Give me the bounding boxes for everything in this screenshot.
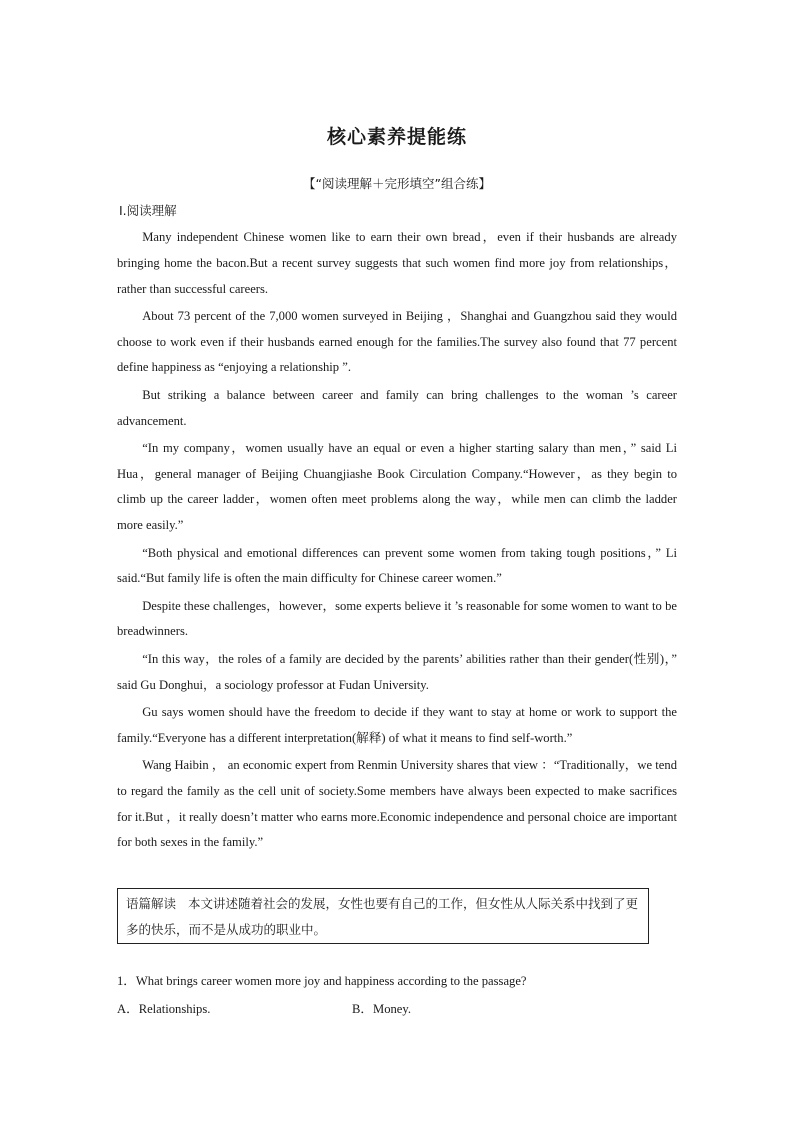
passage-paragraph: Wang Haibin ， an economic expert from Renmin University shares that view ：“Traditionally，we tend to regard the family as the cell unit of society.Some members have always been expected to make sacrifices for it.But ，it really doesn’t matter who earns more.Economic independence and personal choice are important for both sexes in the family.” [117, 757, 677, 850]
note-label: 语篇解读 [126, 896, 177, 911]
passage-paragraph: Despite these challenges，however，some experts believe it ’s reasonable for some women to want to be breadwinners. [117, 598, 677, 639]
question-stem: 1．What brings career women more joy and happiness according to the passage? [117, 974, 527, 988]
passage-paragraph: Gu says women should have the freedom to decide if they want to stay at home or work to support the family.“Everyone has a different interpretation(解释) of what it means to find self-worth.” [117, 704, 677, 745]
exercise-subtitle: 【“阅读理解＋完形填空”组合练】 [303, 176, 491, 191]
passage-paragraph: “In my company，women usually have an equal or even a higher starting salary than men，” said Li Hua，general manager of Beijing Chuangjiashe Book Circulation Company.“However，as they begin to climb up the career ladder，women often meet problems along the way，while men can climb the ladder more easily.” [117, 440, 677, 533]
passage-paragraph: But striking a balance between career and family can bring challenges to the woman ’s career advancement. [117, 387, 677, 428]
passage-paragraph: “In this way，the roles of a family are decided by the parents’ abilities rather than their gender(性别)，” said Gu Donghui，a sociology professor at Fudan University. [117, 651, 677, 692]
section-heading: Ⅰ.阅读理解 [119, 203, 177, 218]
passage-paragraph: Many independent Chinese women like to earn their own bread，even if their husbands are already bringing home the bacon.But a recent survey suggests that such women find more joy from relationships，rather than successful careers. [117, 230, 677, 296]
reading-passage [117, 225, 677, 858]
passage-paragraph: “Both physical and emotional differences can prevent some women from taking tough positions，” Li said.“But family life is often the main difficulty for Chinese career women.” [117, 545, 677, 586]
option-a[interactable]: A．Relationships. [117, 1002, 211, 1016]
note-text: 本文讲述随着社会的发展，女性也要有自己的工作，但女性从人际关系中找到了更多的快乐，而不是从成功的职业中。 [126, 896, 639, 937]
passage-paragraph: About 73 percent of the 7,000 women surveyed in Beijing ，Shanghai and Guangzhou said they would choose to work even if their husbands earned enough for the families.The survey also found that 77 percent define happiness as “enjoying a relationship ”. [117, 308, 677, 375]
option-b[interactable]: B．Money. [352, 1002, 412, 1016]
passage-note-box [117, 888, 649, 944]
page-title: 核心素养提能练 [326, 126, 467, 148]
